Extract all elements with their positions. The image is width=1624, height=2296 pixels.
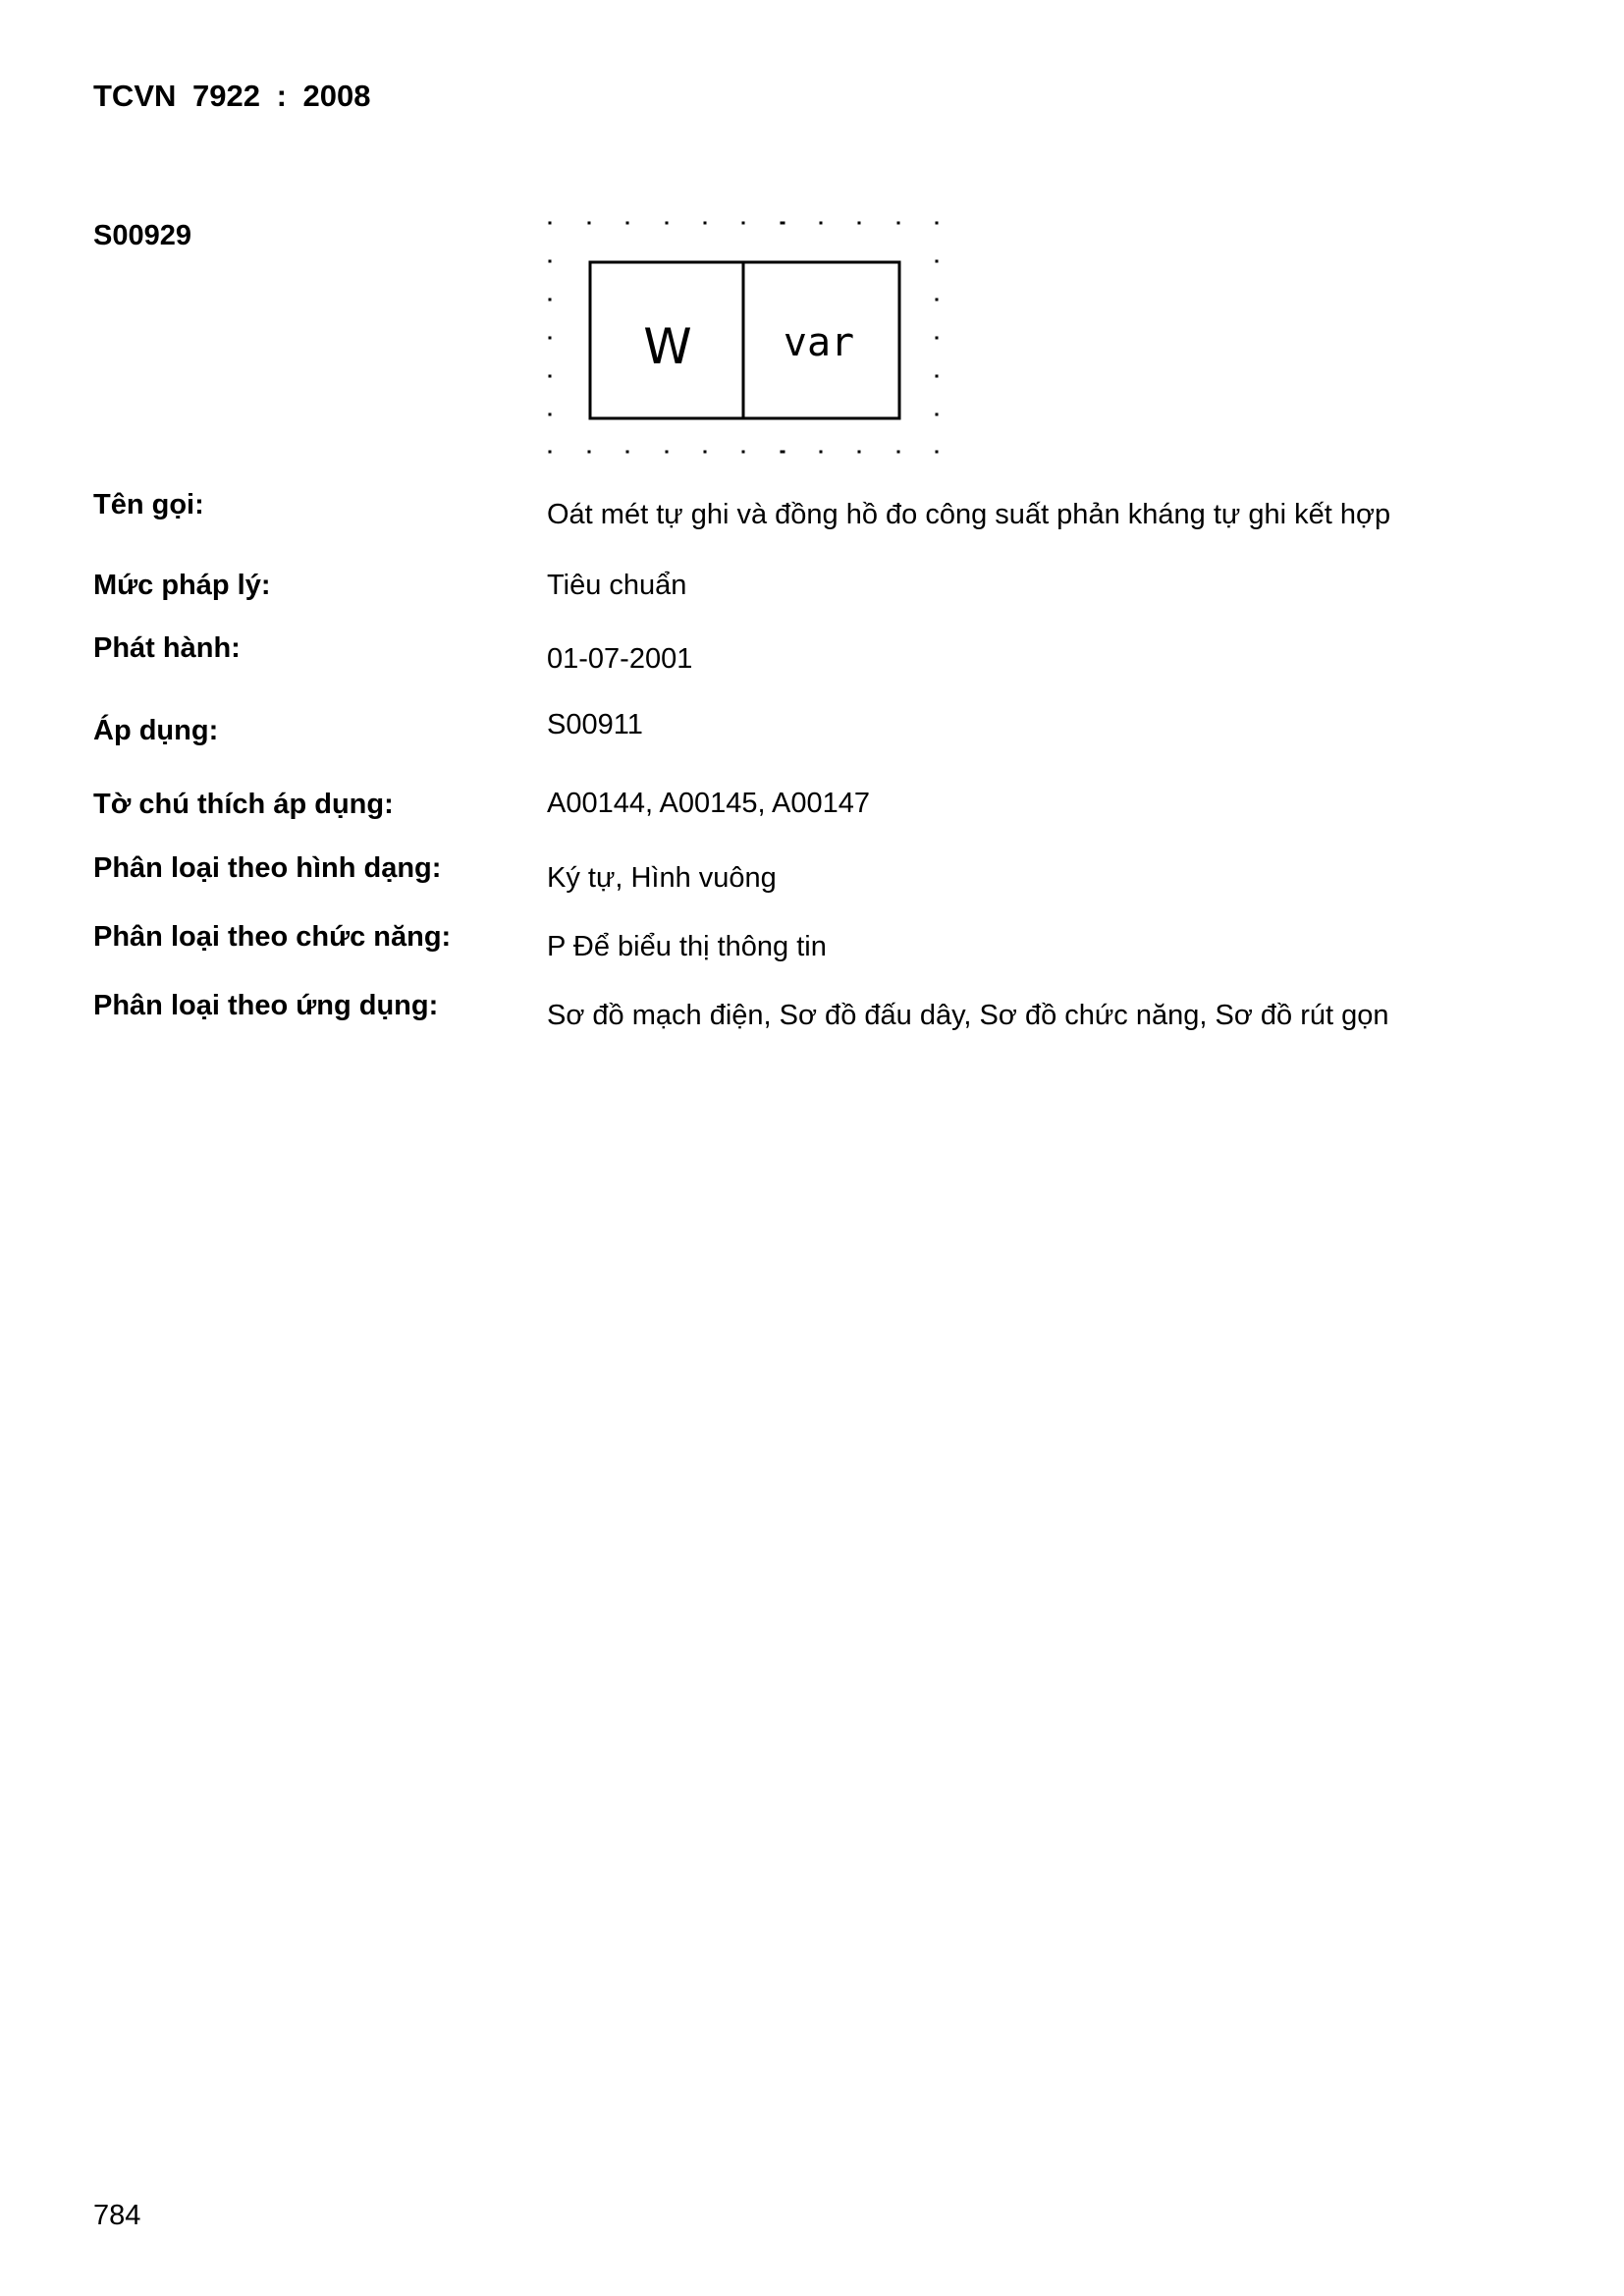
grid-dot	[549, 375, 552, 378]
grid-dot	[549, 299, 552, 301]
symbol-left-text: W	[643, 318, 692, 375]
field-label-function-class: Phân loại theo chức năng:	[93, 921, 452, 953]
field-value-name: Oát mét tự ghi và đồng hồ đo công suất phản kháng tự ghi kết hợp	[547, 499, 1391, 530]
field-value-function-class: P Để biểu thị thông tin	[547, 931, 827, 962]
field-value-shape-class: Ký tự, Hình vuông	[547, 862, 777, 894]
grid-dot	[626, 451, 629, 454]
field-label-annotation-sheets: Tờ chú thích áp dụng:	[93, 789, 394, 820]
grid-dot	[588, 222, 591, 225]
grid-dot	[936, 299, 939, 301]
grid-dot	[666, 451, 669, 454]
grid-dot	[858, 451, 861, 454]
field-value-annotation-sheets: A00144, A00145, A00147	[547, 788, 870, 819]
grid-dot	[858, 222, 861, 225]
grid-dot	[897, 451, 900, 454]
field-label-name: Tên gọi:	[93, 489, 204, 520]
grid-dot	[897, 222, 900, 225]
grid-dot	[549, 260, 552, 263]
field-label-legal-level: Mức pháp lý:	[93, 570, 271, 601]
grid-dot	[666, 222, 669, 225]
grid-dot	[549, 451, 552, 454]
grid-dot	[549, 222, 552, 225]
symbol-code: S00929	[93, 220, 191, 251]
grid-dot	[781, 222, 785, 225]
grid-dot	[936, 260, 939, 263]
page-number: 784	[93, 2200, 141, 2231]
symbol-right-text: var	[783, 320, 855, 365]
grid-dot	[936, 222, 939, 225]
field-value-application-class: Sơ đồ mạch điện, Sơ đồ đấu dây, Sơ đồ chức năng, Sơ đồ rút gọn	[547, 1000, 1389, 1031]
field-value-issued: 01-07-2001	[547, 643, 693, 675]
grid-dot	[936, 375, 939, 378]
grid-dot	[936, 413, 939, 416]
grid-dot	[742, 451, 745, 454]
grid-dot	[704, 222, 707, 225]
grid-dot	[936, 337, 939, 340]
grid-dot	[781, 451, 785, 454]
grid-dot	[936, 451, 939, 454]
grid-dot	[820, 451, 823, 454]
symbol-diagram	[530, 206, 962, 471]
grid-dot	[626, 222, 629, 225]
standard-header: TCVN 7922 : 2008	[93, 79, 371, 113]
field-value-legal-level: Tiêu chuẩn	[547, 570, 687, 601]
grid-dot	[742, 222, 745, 225]
grid-dot	[549, 337, 552, 340]
grid-dot	[588, 451, 591, 454]
grid-dot	[704, 451, 707, 454]
field-value-applies: S00911	[547, 709, 643, 740]
field-label-shape-class: Phân loại theo hình dạng:	[93, 852, 442, 884]
field-label-applies: Áp dụng:	[93, 715, 219, 746]
grid-dot	[820, 222, 823, 225]
field-label-application-class: Phân loại theo ứng dụng:	[93, 990, 439, 1021]
grid-dot	[549, 413, 552, 416]
field-label-issued: Phát hành:	[93, 632, 241, 664]
